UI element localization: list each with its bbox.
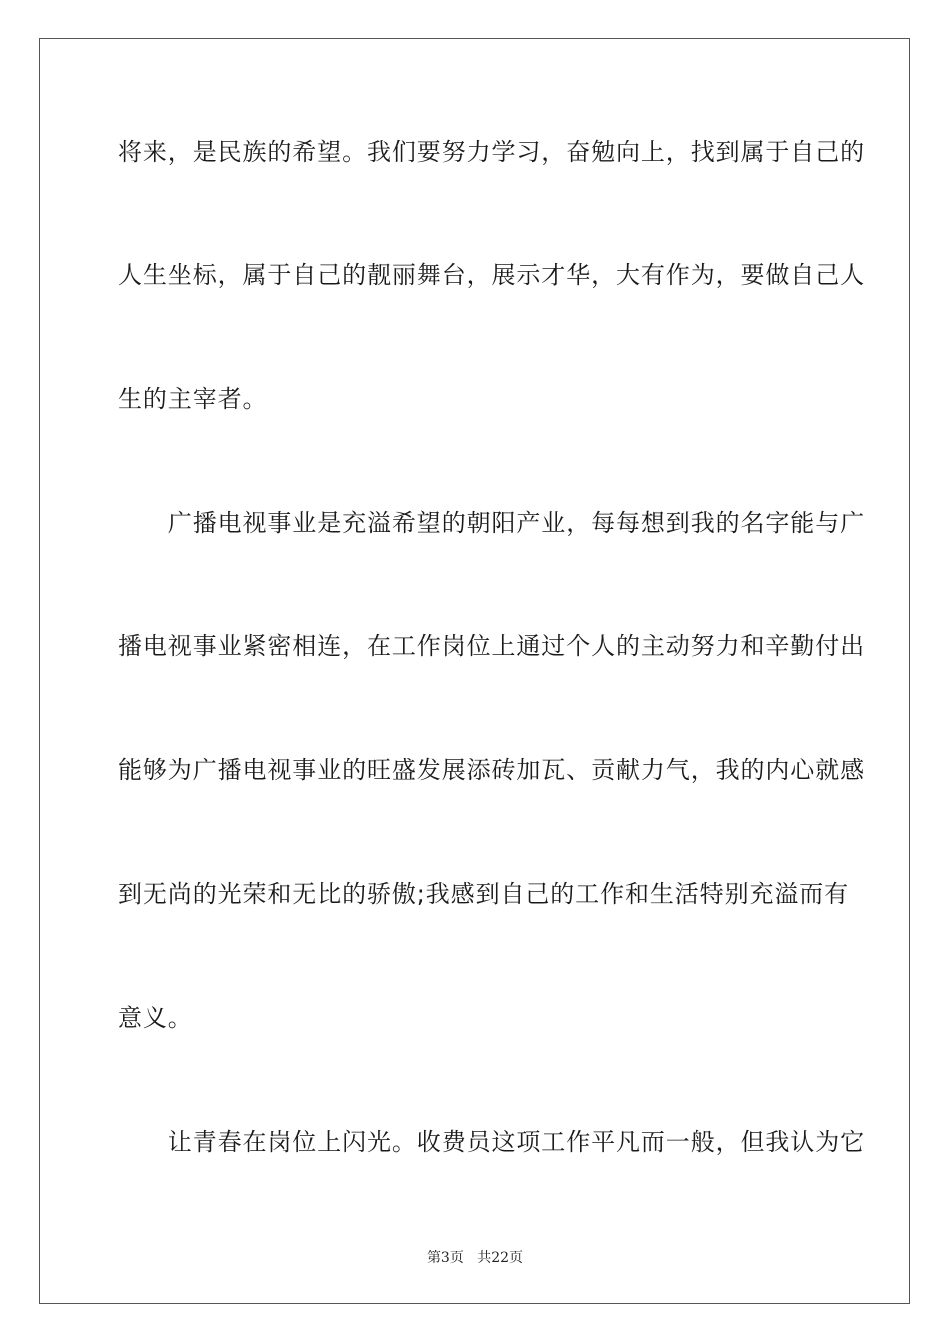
body-text-line-4: 广播电视事业是充溢希望的朝阳产业，每每想到我的名字能与广: [118, 509, 865, 537]
body-text-line-6: 能够为广播电视事业的旺盛发展添砖加瓦、贡献力气，我的内心就感: [118, 756, 865, 784]
page-number: 第3页: [426, 1250, 464, 1266]
body-text-line-7: 到无尚的光荣和无比的骄傲;我感到自己的工作和生活特别充溢而有: [118, 880, 850, 908]
page-border: [39, 38, 910, 1304]
page-footer: [0, 1247, 950, 1267]
body-text-line-3: 生的主宰者。: [118, 385, 268, 413]
body-text-line-5: 播电视事业紧密相连，在工作岗位上通过个人的主动努力和辛勤付出: [118, 632, 865, 660]
body-text-line-8: 意义。: [118, 1004, 193, 1032]
body-text-line-1: 将来，是民族的希望。我们要努力学习，奋勉向上，找到属于自己的: [118, 138, 865, 166]
body-text-line-9: 让青春在岗位上闪光。收费员这项工作平凡而一般，但我认为它: [118, 1128, 865, 1156]
page-total: 共22页: [477, 1250, 524, 1266]
body-text-line-2: 人生坐标，属于自己的靓丽舞台，展示才华，大有作为，要做自己人: [118, 261, 865, 289]
